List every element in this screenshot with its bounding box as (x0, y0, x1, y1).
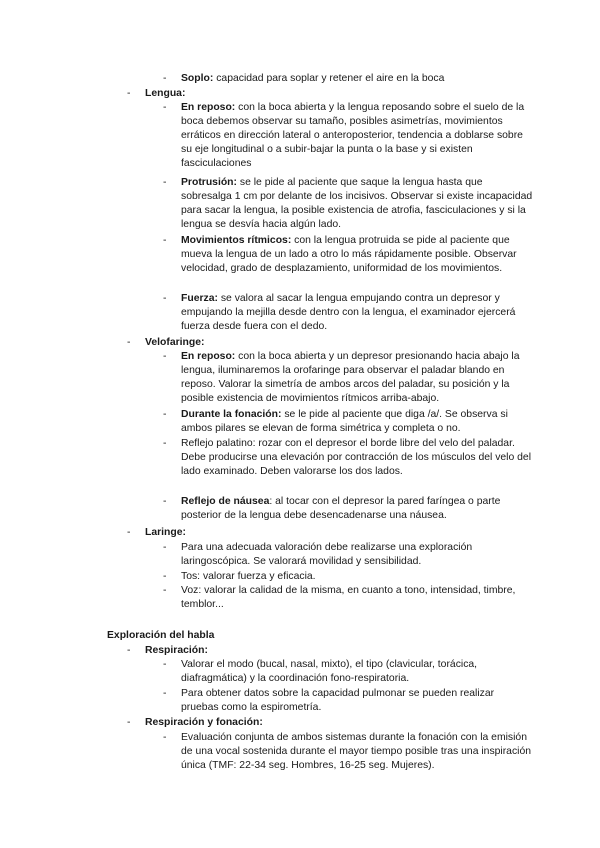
bullet: - (127, 337, 131, 348)
item-text: con la lengua protruida se pide al paciente que mueva la lengua de un lado a otro lo más rápidamente posible. Observar velocidad, grado de desplazamiento, uniformidad de los movimientos. (181, 235, 517, 274)
list-item-resp-fon-evaluacion (163, 731, 533, 773)
list-item-fonacion (163, 408, 533, 436)
list-item-velo-reposo (163, 350, 533, 406)
list-item-lengua-reposo (163, 101, 533, 171)
section-laringe (127, 526, 547, 540)
item-text: Para obtener datos sobre la capacidad pulmonar se pueden realizar pruebas como la espirometría. (181, 688, 495, 713)
bullet: - (127, 88, 131, 99)
term: Fuerza: (181, 293, 218, 304)
list-item-protrusion (163, 176, 533, 232)
section-title: Laringe: (145, 527, 186, 538)
list-item-fuerza (163, 292, 533, 334)
bullet: - (127, 717, 131, 728)
section-velofaringe (127, 336, 547, 350)
item-text: con la boca abierta y un depresor presionando hacia abajo la lengua, iluminaremos la orofaringe para observar el paladar blando en reposo. Valorar la simetría de ambos arcos del paladar, su posición y la posible existencia de movimientos rítmicos arriba-abajo. (181, 351, 520, 404)
term: Movimientos rítmicos: (181, 235, 292, 246)
section-title: Velofaringe: (145, 337, 205, 348)
item-text: : al tocar con el depresor la pared faríngea o parte posterior de la lengua debe desencadenarse una náusea. (181, 496, 501, 521)
item-text: se le pide al paciente que diga /a/. Se observa si ambos pilares se elevan de forma simétrica y completa o no. (181, 409, 508, 434)
list-item-laringe-exploracion (163, 541, 533, 569)
term: En reposo: (181, 351, 236, 362)
section-title: Respiración y fonación: (145, 717, 263, 728)
bullet: - (163, 732, 167, 743)
list-item-voz (163, 584, 533, 612)
list-item-reflejo-nausea (163, 495, 533, 523)
list-item-resp-capacidad (163, 687, 533, 715)
item-text: capacidad para soplar y retener el aire en la boca (213, 73, 445, 84)
item-text: Reflejo palatino: rozar con el depresor el borde libre del velo del paladar. (181, 438, 515, 449)
bullet: - (163, 409, 167, 420)
bullet: - (163, 438, 167, 449)
bullet: - (127, 645, 131, 656)
list-item-reflejo-palatino (163, 437, 533, 479)
term: Protrusión: (181, 177, 237, 188)
bullet: - (163, 496, 167, 507)
term: Durante la fonación: (181, 409, 282, 420)
list-item-resp-modo (163, 658, 533, 686)
term: En reposo: (181, 102, 236, 113)
item-text-continued: Debe producirse una elevación por contracción de los músculos del velo del lado examinado. Deben valorarse los dos lados. (181, 452, 532, 477)
item-text: con la boca abierta y la lengua reposando sobre el suelo de la boca debemos observar su tamaño, posibles asimetrías, movimientos erráticos en dirección lateral o anteroposterior, tendencia a doblarse sobre su eje longitudinal o a subir-bajar la punta o la base y si existen fasciculaciones (181, 102, 525, 169)
bullet: - (163, 585, 167, 596)
bullet: - (163, 177, 167, 188)
item-text: se le pide al paciente que saque la lengua hasta que sobresalga 1 cm por delante de los incisivos. Observar si existe incapacidad para sacar la lengua, la posible existencia de atrofia, fasciculaciones y si la lengua se desvía hacia algún lado. (181, 177, 533, 230)
item-text: Para una adecuada valoración debe realizarse una exploración laringoscópica. Se valorará movilidad y sensibilidad. (181, 542, 473, 567)
bullet: - (163, 73, 167, 84)
term: Reflejo de náusea (181, 496, 270, 507)
item-text: Valorar el modo (bucal, nasal, mixto), el tipo (clavicular, torácica, diafragmática) y la coordinación fono-respiratoria. (181, 659, 478, 684)
section-respiracion-fonacion (127, 716, 547, 730)
section-title: Respiración: (145, 645, 208, 656)
list-item-movimientos-ritmicos (163, 234, 533, 276)
item-text: Tos: valorar fuerza y eficacia. (181, 571, 316, 582)
bullet: - (163, 235, 167, 246)
bullet: - (163, 688, 167, 699)
bullet: - (163, 351, 167, 362)
bullet: - (163, 542, 167, 553)
list-item-soplo (163, 72, 533, 86)
section-respiracion (127, 644, 547, 658)
bullet: - (163, 102, 167, 113)
term: Soplo: (181, 73, 214, 84)
heading-exploracion-habla: Exploración del habla (107, 630, 215, 641)
item-text: Evaluación conjunta de ambos sistemas durante la fonación con la emisión de una vocal sostenida durante el mayor tiempo posible tras una inspiración única (TMF: 22-34 seg. Hombres, 16-25 seg. Mujeres). (181, 732, 532, 771)
bullet: - (163, 659, 167, 670)
bullet: - (163, 571, 167, 582)
section-lengua (127, 87, 547, 101)
section-title: Lengua: (145, 88, 186, 99)
list-item-tos (163, 570, 533, 584)
item-text: Voz: valorar la calidad de la misma, en cuanto a tono, intensidad, timbre, temblor... (181, 585, 516, 610)
bullet: - (163, 293, 167, 304)
bullet: - (127, 527, 131, 538)
item-text: se valora al sacar la lengua empujando contra un depresor y empujando la mejilla desde dentro con la lengua, el examinador ejercerá fuerza desde fuera con el dedo. (181, 293, 516, 332)
